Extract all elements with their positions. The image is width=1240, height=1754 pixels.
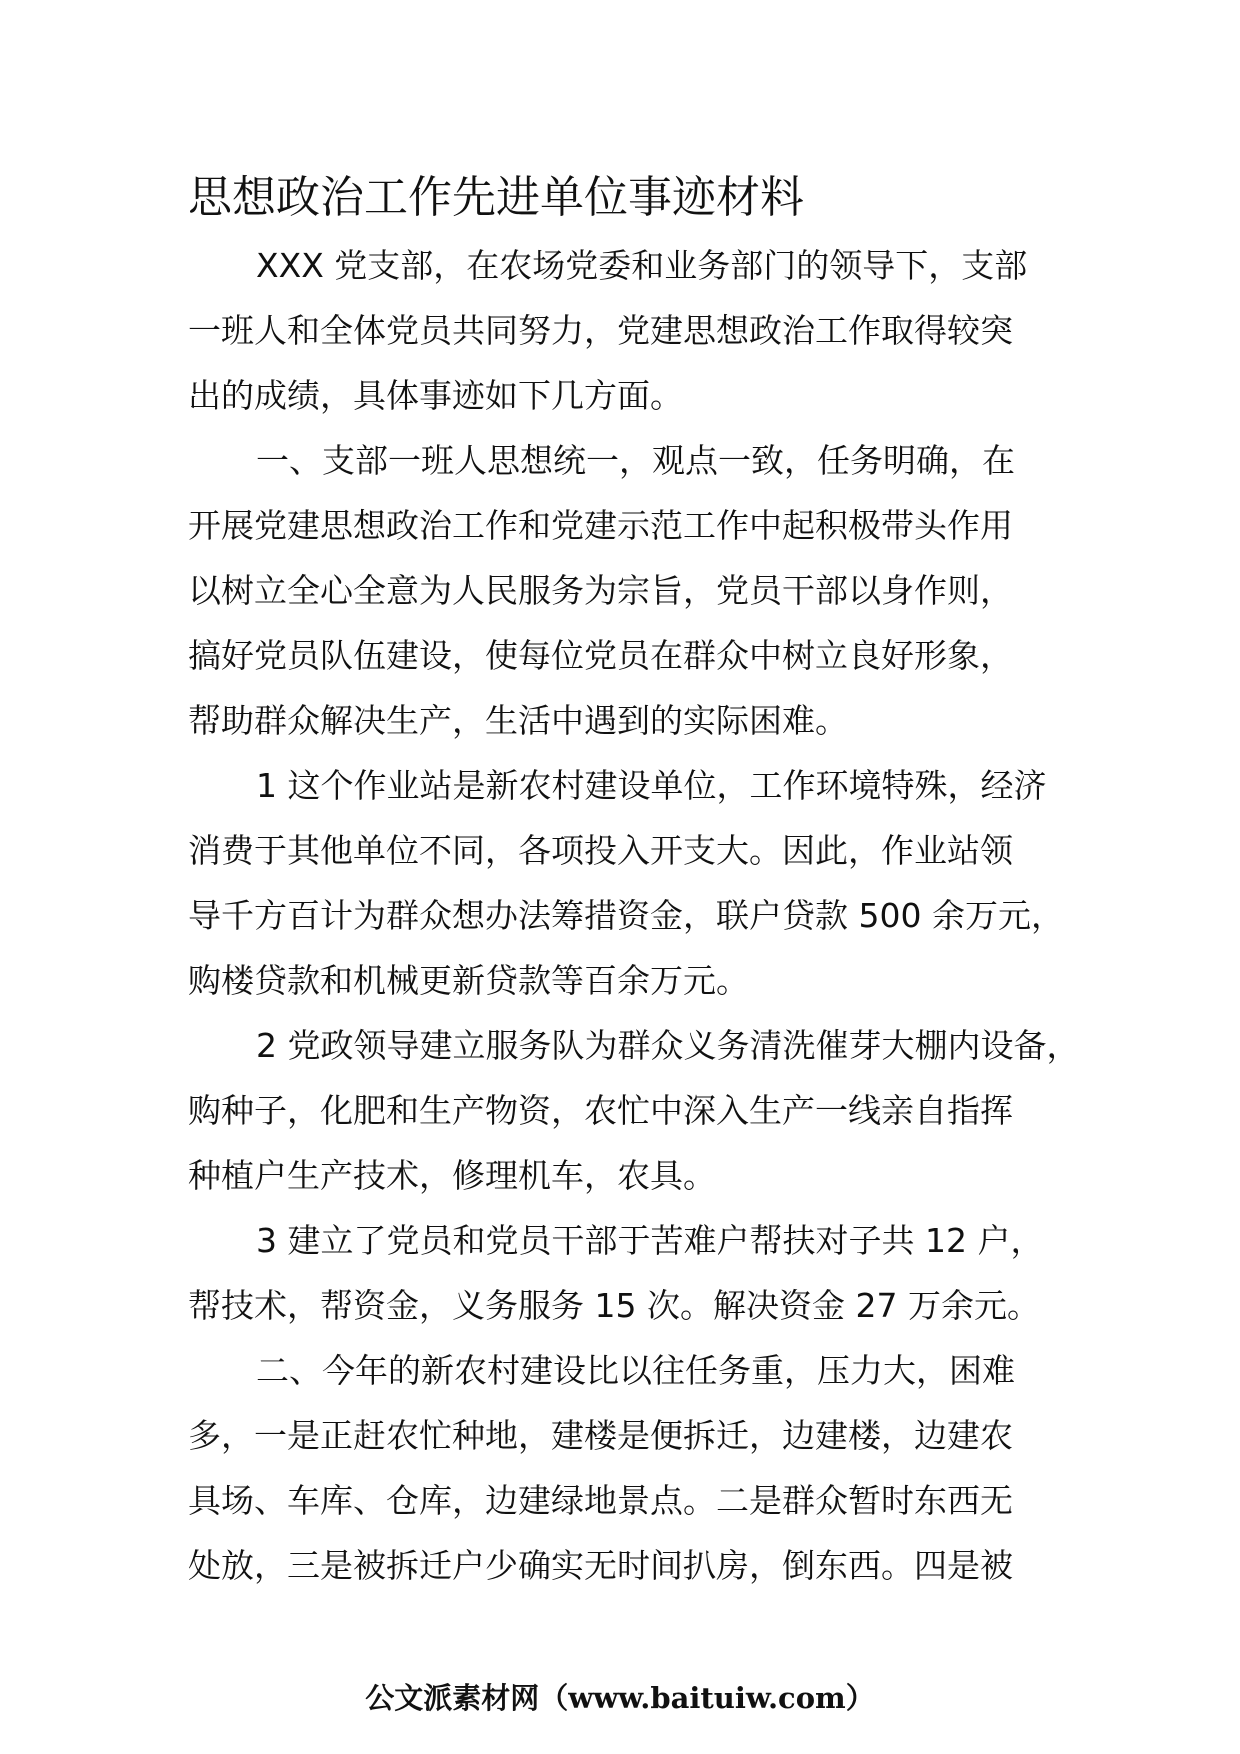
document-title: 思想政治工作先进单位事迹材料 (188, 172, 804, 223)
paragraph-line: 开展党建思想政治工作和党建示范工作中起积极带头作用 (188, 506, 1013, 545)
paragraph-line: 购楼贷款和机械更新贷款等百余万元。 (188, 961, 749, 1000)
paragraph-line: 3 建立了党员和党员干部于苦难户帮扶对子共 12 户， (256, 1221, 1044, 1260)
paragraph-line: XXX 党支部，在农场党委和业务部门的领导下，支部 (256, 246, 1028, 285)
document-body (188, 233, 1088, 1598)
paragraph-line: 帮助群众解决生产，生活中遇到的实际困难。 (188, 701, 848, 740)
paragraph-line: 一班人和全体党员共同努力，党建思想政治工作取得较突 (188, 311, 1013, 350)
paragraph-line: 种植户生产技术，修理机车，农具。 (188, 1156, 716, 1195)
paragraph-line: 1 这个作业站是新农村建设单位，工作环境特殊，经济 (256, 766, 1047, 805)
paragraph-line: 出的成绩，具体事迹如下几方面。 (188, 376, 683, 415)
paragraph-line: 导千方百计为群众想办法筹措资金，联户贷款 500 余万元， (188, 896, 1064, 935)
watermark-footer: 公文派素材网（www.baituiw.com） (365, 1681, 875, 1715)
paragraph-line: 购种子，化肥和生产物资，农忙中深入生产一线亲自指挥 (188, 1091, 1013, 1130)
paragraph-line: 消费于其他单位不同，各项投入开支大。因此，作业站领 (188, 831, 1013, 870)
paragraph-line: 多，一是正赶农忙种地，建楼是便拆迁，边建楼，边建农 (188, 1416, 1013, 1455)
paragraph-line: 一、支部一班人思想统一，观点一致，任务明确，在 (256, 441, 1015, 480)
paragraph-line: 处放，三是被拆迁户少确实无时间扒房，倒东西。四是被 (188, 1546, 1013, 1585)
paragraph-line: 具场、车库、仓库，边建绿地景点。二是群众暂时东西无 (188, 1481, 1013, 1520)
paragraph-line: 帮技术，帮资金，义务服务 15 次。解决资金 27 万余元。 (188, 1286, 1040, 1325)
paragraph-line: 2 党政领导建立服务队为群众义务清洗催芽大棚内设备， (256, 1026, 1080, 1065)
paragraph-line: 搞好党员队伍建设，使每位党员在群众中树立良好形象， (188, 636, 1013, 675)
paragraph-line: 二、今年的新农村建设比以往任务重，压力大，困难 (256, 1351, 1015, 1390)
paragraph-line: 以树立全心全意为人民服务为宗旨，党员干部以身作则， (188, 571, 1013, 610)
